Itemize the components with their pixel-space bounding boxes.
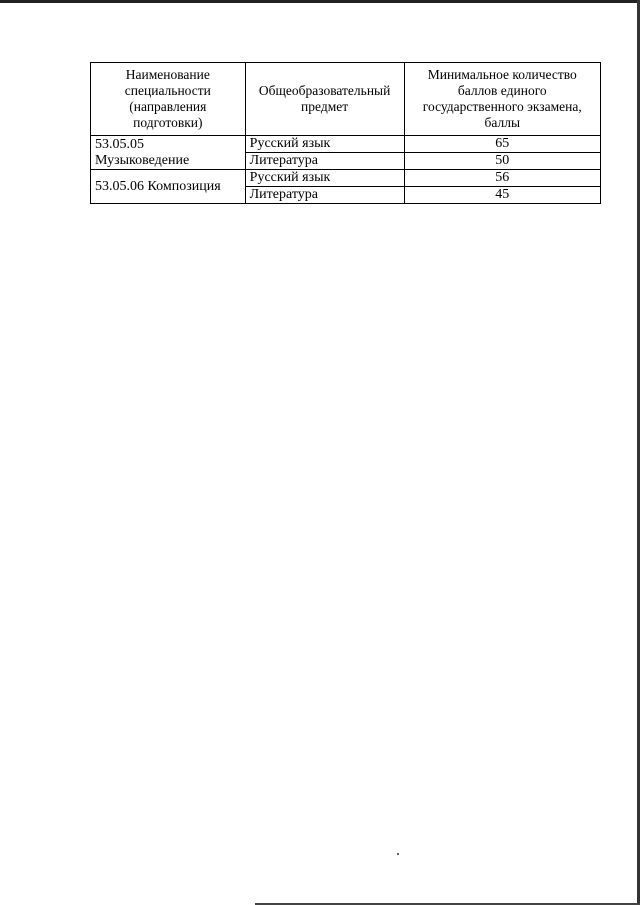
header-row [91, 63, 601, 136]
minimum-scores-table [90, 62, 601, 204]
header-min-score-line: баллы [484, 115, 521, 130]
score-cell: 45 [404, 187, 600, 204]
subject-cell: Литература [245, 187, 404, 204]
scan-speck [397, 853, 399, 855]
header-subject-line: предмет [301, 99, 349, 114]
table-row [91, 136, 601, 153]
specialty-code: 53.05.05 [95, 136, 144, 152]
specialty-cell [91, 170, 246, 204]
header-min-score-line: государственного экзамена, [422, 99, 582, 114]
score-cell: 50 [404, 153, 600, 170]
header-subject-line: Общеобразовательный [258, 83, 391, 98]
specialty-cell [91, 136, 246, 170]
header-min-score [404, 63, 600, 136]
specialty-name: 53.05.06 Композиция [95, 178, 221, 194]
subject-cell: Литература [245, 153, 404, 170]
header-subject [245, 63, 404, 136]
header-min-score-line: баллов единого [457, 83, 547, 98]
header-specialty-line: подготовки) [133, 115, 203, 130]
header-specialty [91, 63, 246, 136]
header-specialty-line: (направления [129, 99, 207, 114]
header-specialty-line: Наименование [125, 67, 210, 82]
table-row [91, 170, 601, 187]
subject-cell: Русский язык [245, 170, 404, 187]
header-specialty-line: специальности [124, 83, 211, 98]
score-cell: 56 [404, 170, 600, 187]
subject-cell: Русский язык [245, 136, 404, 153]
scan-edge-top [0, 0, 640, 3]
header-min-score-line: Минимальное количество [427, 67, 577, 82]
specialty-name: Музыковедение [95, 152, 190, 168]
score-cell: 65 [404, 136, 600, 153]
